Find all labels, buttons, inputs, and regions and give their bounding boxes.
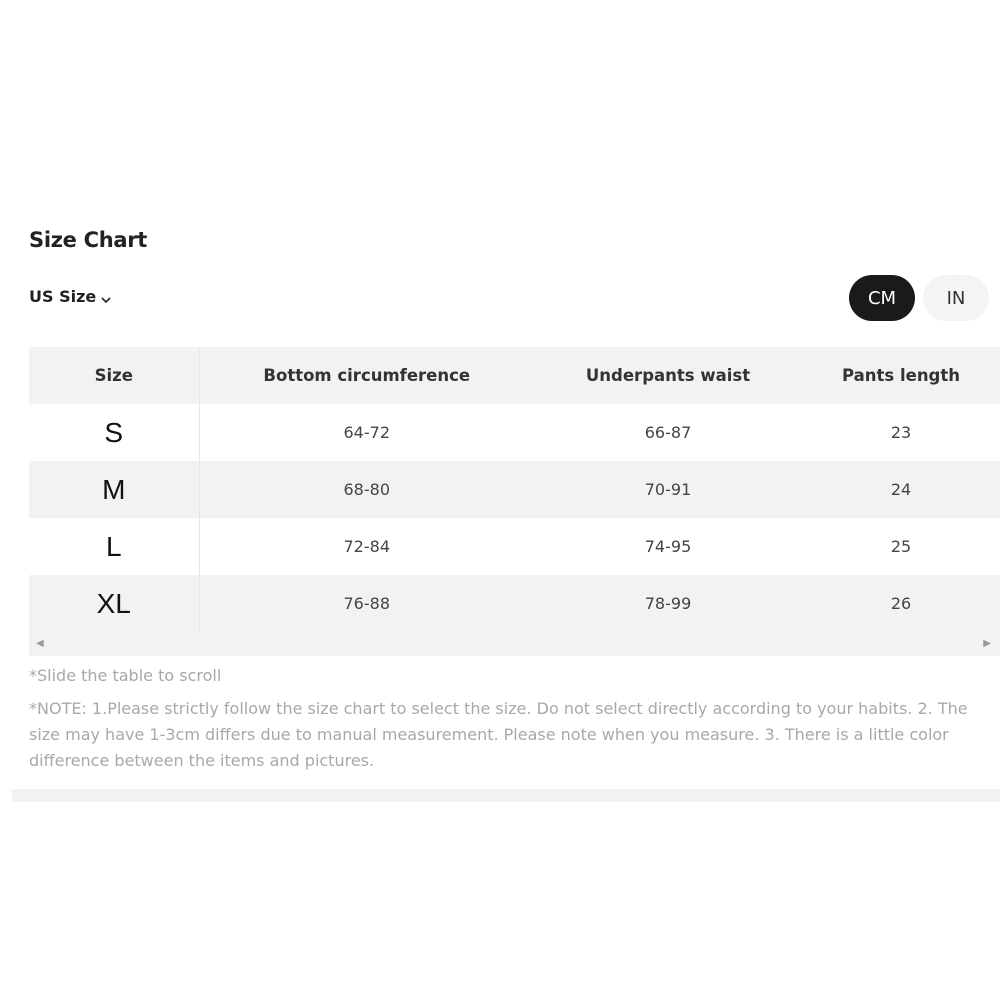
- pants-length-cell: 23: [890, 423, 912, 442]
- table-row: [29, 461, 1000, 518]
- column-header-pants-length: Pants length: [841, 366, 961, 385]
- pants-length-cell: 25: [890, 537, 912, 556]
- underpants-waist-cell: 78-99: [644, 594, 692, 613]
- size-cell: S: [29, 404, 199, 461]
- size-table: [29, 347, 1000, 632]
- column-header-size: Size: [29, 347, 199, 404]
- table-header-row: [29, 347, 1000, 404]
- size-note: *NOTE: 1.Please strictly follow the size chart to select the size. Do not select directly according to your habits. 2. The size may have 1-3cm differs due to manual measurement. Please note when you measure. 3. There is a little color difference between the items and pictures.: [29, 699, 968, 770]
- bottom-circumference-cell: 72-84: [343, 537, 390, 556]
- pants-length-cell: 24: [890, 480, 912, 499]
- bottom-circumference-cell: 64-72: [343, 423, 390, 442]
- unit-cm-button[interactable]: CM: [849, 275, 915, 321]
- size-cell: M: [29, 461, 199, 518]
- section-divider: [12, 789, 1000, 802]
- bottom-circumference-cell: 76-88: [343, 594, 390, 613]
- underpants-waist-cell: 74-95: [644, 537, 692, 556]
- size-cell: L: [29, 518, 199, 575]
- page-title: Size Chart: [29, 228, 148, 252]
- size-system-label: US Size: [29, 287, 97, 306]
- unit-toggle: [849, 275, 989, 321]
- pants-length-cell: 26: [890, 594, 912, 613]
- scroll-hint: *Slide the table to scroll: [29, 666, 222, 685]
- table-row: [29, 404, 1000, 461]
- unit-in-button[interactable]: IN: [923, 275, 989, 321]
- column-header-bottom-circumference: Bottom circumference: [263, 366, 471, 385]
- bottom-circumference-cell: 68-80: [343, 480, 390, 499]
- size-table-container[interactable]: [29, 347, 1000, 657]
- horizontal-scrollbar[interactable]: [29, 632, 1000, 656]
- underpants-waist-cell: 66-87: [644, 423, 692, 442]
- table-row: [29, 518, 1000, 575]
- scroll-right-icon[interactable]: ▶: [983, 638, 991, 649]
- scroll-left-icon[interactable]: ◀: [36, 638, 44, 649]
- table-row: [29, 575, 1000, 632]
- chevron-down-icon: [100, 291, 112, 303]
- column-header-underpants-waist: Underpants waist: [585, 366, 751, 385]
- size-system-dropdown[interactable]: [29, 287, 112, 306]
- size-cell: XL: [29, 575, 199, 632]
- underpants-waist-cell: 70-91: [644, 480, 692, 499]
